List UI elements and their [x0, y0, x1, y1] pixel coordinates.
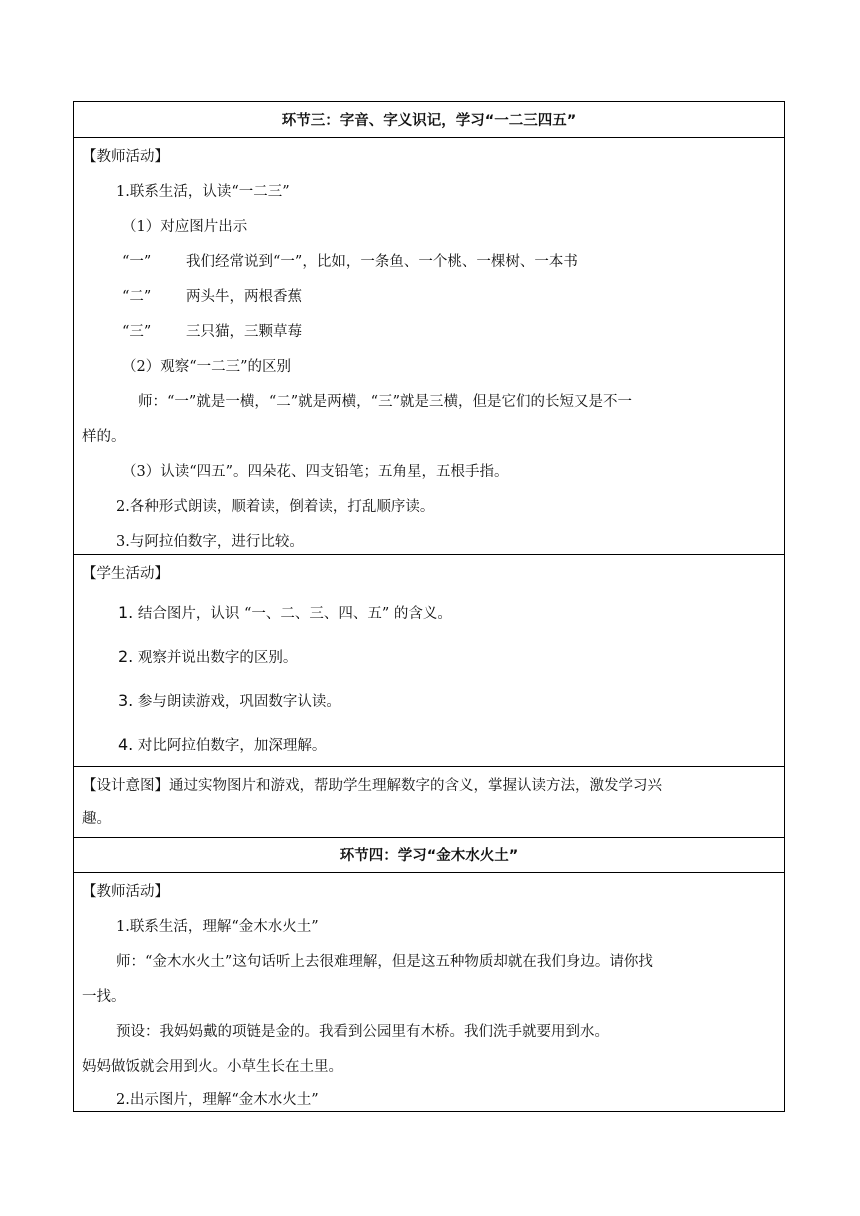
lesson-plan-table	[73, 101, 785, 1112]
teacher-activity-heading: 【教师活动】	[82, 884, 169, 900]
section4-teacher-row	[74, 873, 784, 1111]
section3-title: 环节三：字音、字义识记，学习“一二三四五”	[281, 113, 577, 129]
s4-teacher-says-1: 师：“金木水火土”这句话听上去很难理解，但是这五种物质却就在我们身边。请你找	[116, 954, 653, 970]
design-intent-line-2: 趣。	[82, 811, 111, 827]
s4-teacher-item-2: 2.出示图片，理解“金木水火土”	[116, 1092, 319, 1108]
student-item-4	[118, 735, 326, 756]
design-intent-row	[74, 767, 784, 838]
teacher-says-1: 师：“一”就是一横，“二”就是两横，“三”就是三横，但是它们的长短又是不一	[138, 394, 632, 410]
design-intent-line-1: 【设计意图】通过实物图片和游戏，帮助学生理解数字的含义，掌握认读方法，激发学习兴	[82, 778, 662, 794]
section3-student-row	[74, 555, 784, 767]
student-item-text: 参与朗读游戏，巩固数字认读。	[137, 694, 341, 710]
section3-title-row	[74, 102, 784, 138]
section3-teacher-row	[74, 138, 784, 555]
student-item-1	[118, 603, 452, 624]
student-item-number: 2.	[118, 647, 134, 666]
yi-label: “一”	[122, 254, 152, 270]
section4-title: 环节四：学习“金木水火土”	[339, 848, 519, 864]
teacher-item-1: 1.联系生活，认读“一二三”	[116, 184, 290, 200]
student-item-text: 结合图片，认识 “一、二、三、四、五” 的含义。	[137, 606, 452, 622]
student-item-number: 3.	[118, 691, 134, 710]
teacher-item-3: 3.与阿拉伯数字，进行比较。	[116, 534, 304, 550]
san-label: “三”	[122, 324, 152, 340]
er-label: “二”	[122, 289, 152, 305]
san-text: 三只猫，三颗草莓	[186, 324, 302, 340]
yi-text: 我们经常说到“一”，比如，一条鱼、一个桃、一棵树、一本书	[186, 254, 578, 270]
teacher-sub-2: （2）观察“一二三”的区别	[122, 359, 292, 375]
s4-teacher-says-2: 一找。	[82, 989, 126, 1005]
er-text: 两头牛，两根香蕉	[186, 289, 302, 305]
student-item-text: 对比阿拉伯数字，加深理解。	[137, 738, 327, 754]
student-item-2	[118, 647, 297, 668]
student-activity-heading: 【学生活动】	[82, 566, 169, 582]
teacher-says-2: 样的。	[82, 429, 126, 445]
student-item-3	[118, 691, 341, 712]
teacher-activity-heading: 【教师活动】	[82, 149, 169, 165]
s4-preset-2: 妈妈做饭就会用到火。小草生长在土里。	[82, 1059, 343, 1075]
teacher-sub-3: （3）认读“四五”。四朵花、四支铅笔；五角星，五根手指。	[122, 464, 509, 480]
section4-title-row	[74, 838, 784, 873]
teacher-sub-1: （1）对应图片出示	[122, 219, 248, 235]
student-item-number: 4.	[118, 735, 134, 754]
s4-preset-1: 预设：我妈妈戴的项链是金的。我看到公园里有木桥。我们洗手就要用到水。	[116, 1024, 609, 1040]
student-item-text: 观察并说出数字的区别。	[137, 650, 298, 666]
s4-teacher-item-1: 1.联系生活，理解“金木水火土”	[116, 919, 319, 935]
teacher-item-2: 2.各种形式朗读，顺着读，倒着读，打乱顺序读。	[116, 499, 435, 515]
student-item-number: 1.	[118, 603, 134, 622]
